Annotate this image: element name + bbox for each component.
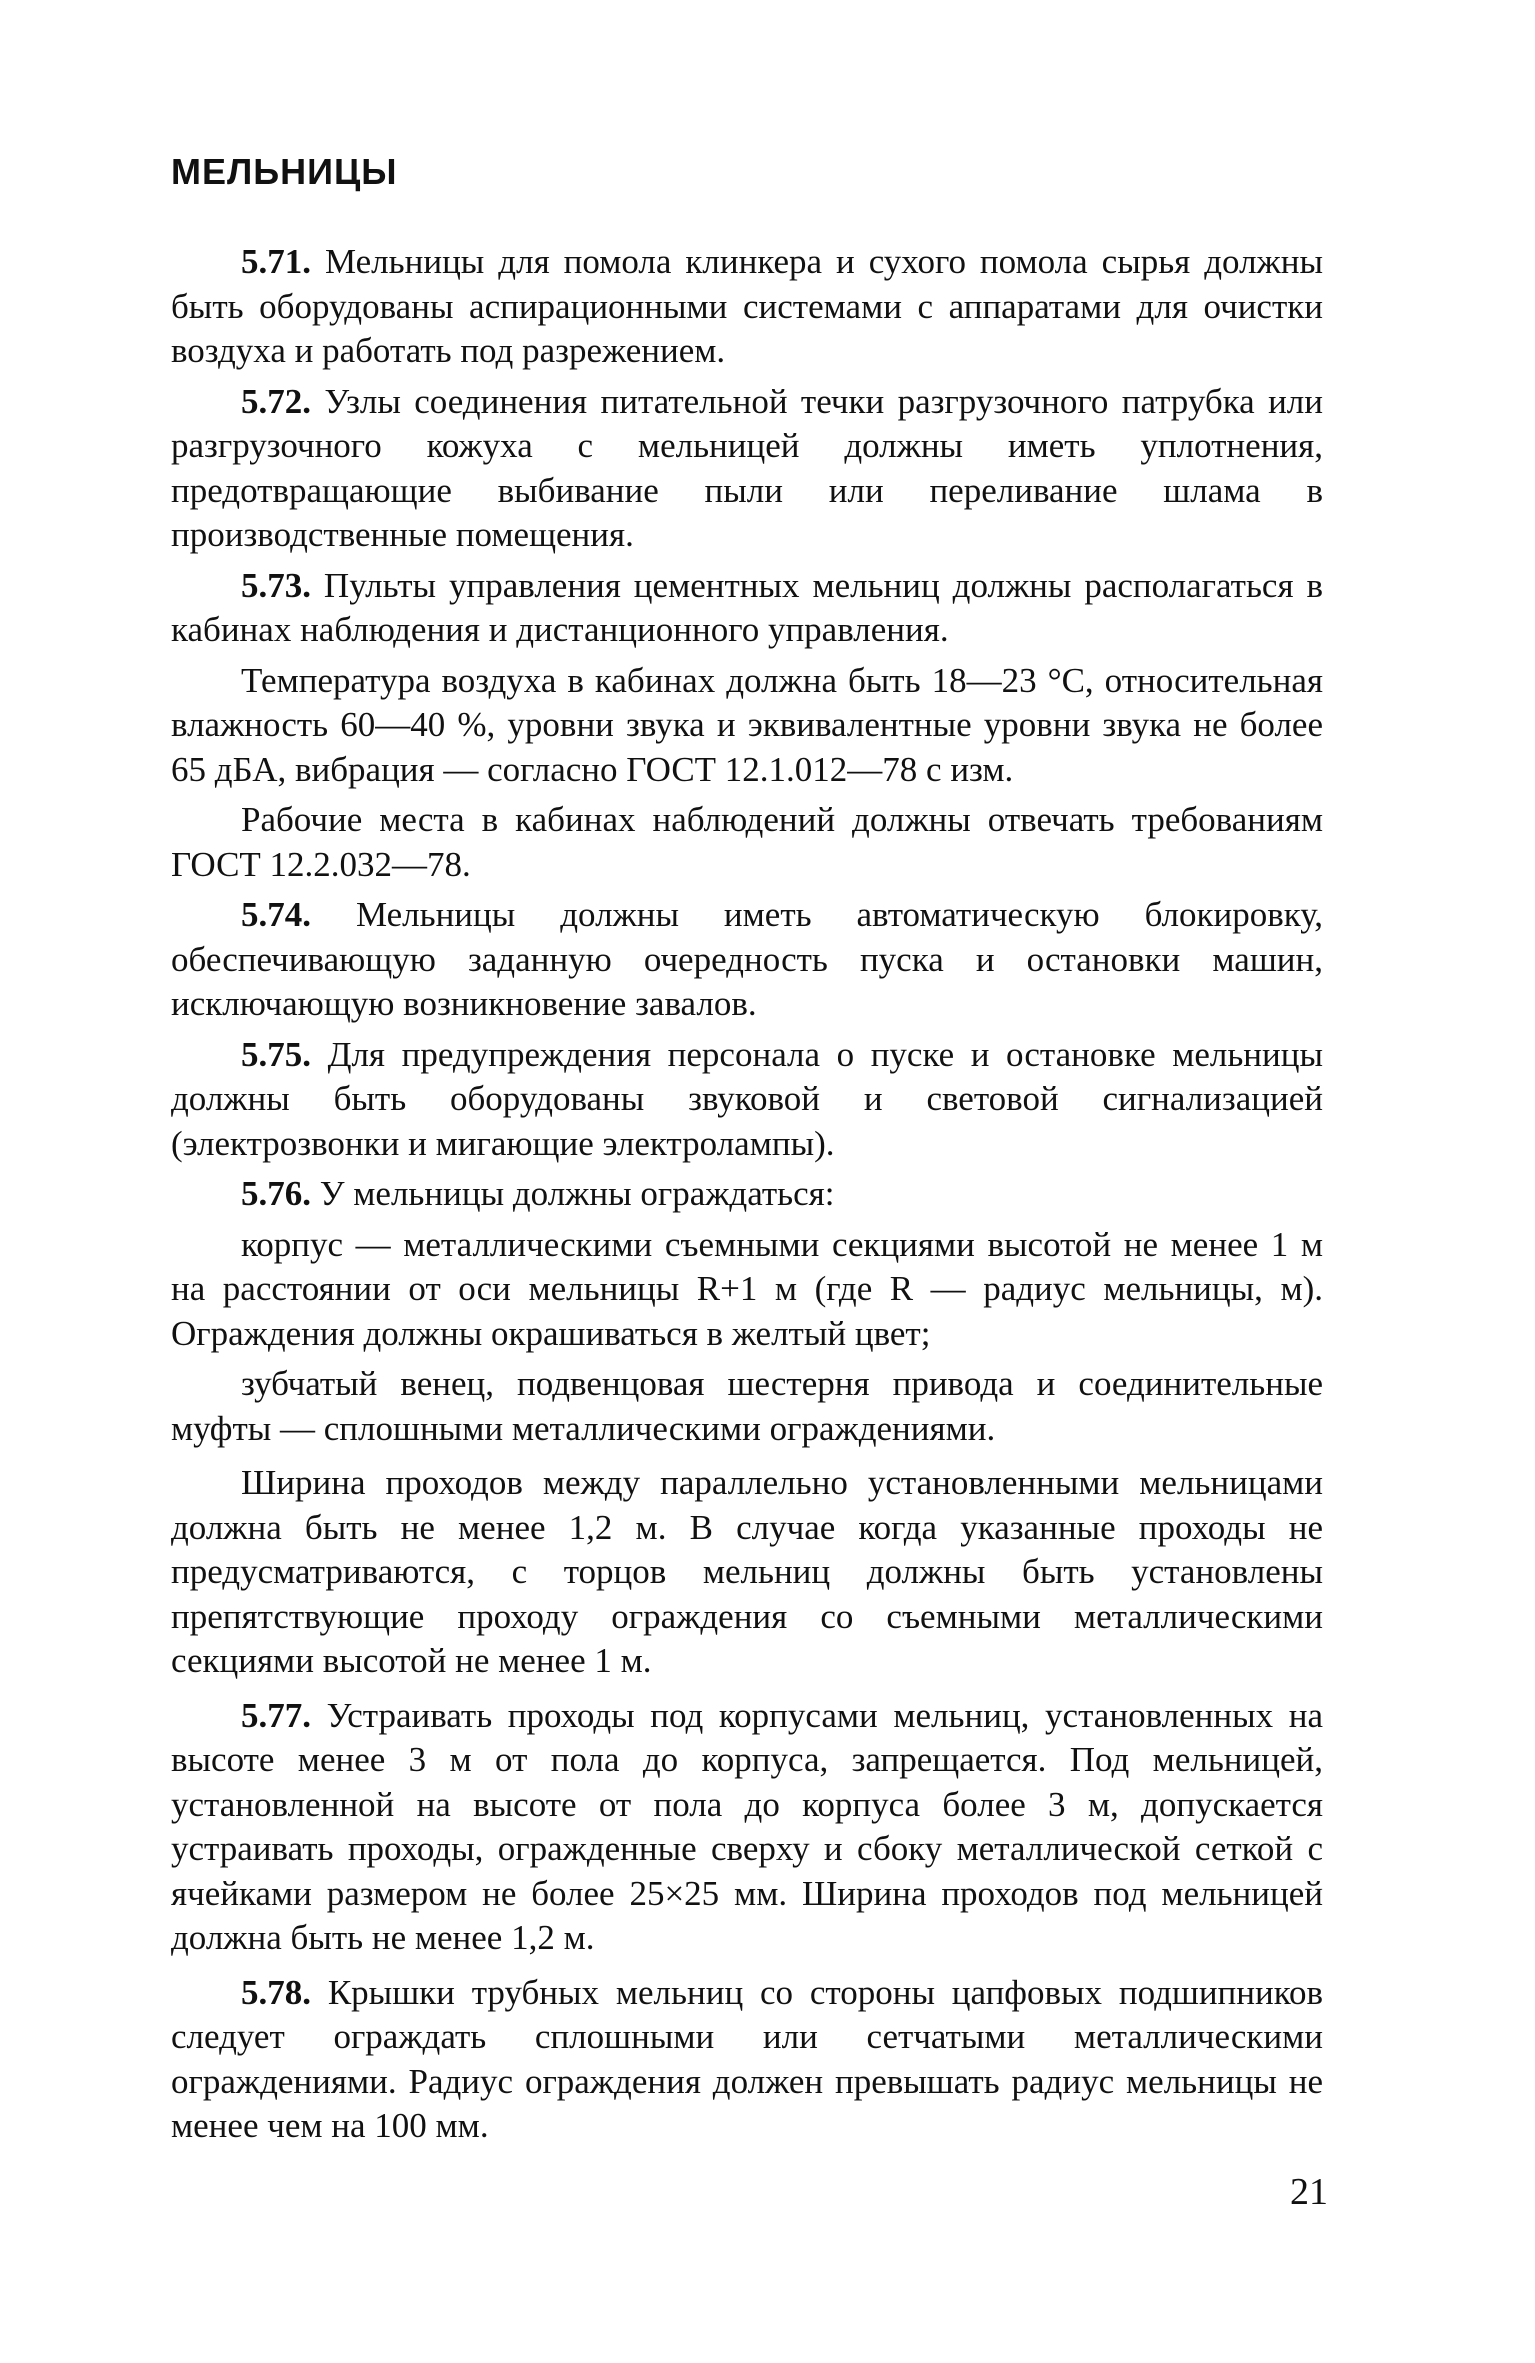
clause-number: 5.73. <box>241 565 311 605</box>
clause-number: 5.77. <box>241 1695 311 1735</box>
paragraph-text: Ширина проходов между параллельно установленными мельницами должна быть не менее 1,2 м. В случае когда указанные проходы не предусматриваются, с торцов мельниц должны быть установлены препятствующие проходу ограждения со съемными металлическими секциями высотой не менее 1 м. <box>171 1463 1323 1680</box>
paragraph-5-75 <box>171 1033 1323 1167</box>
document-page <box>171 150 1323 2155</box>
paragraph-gear-rim <box>171 1362 1323 1451</box>
paragraph-text: У мельницы должны ограждаться: <box>319 1174 835 1213</box>
paragraph-5-74 <box>171 893 1323 1027</box>
clause-number: 5.71. <box>241 242 311 281</box>
clause-number: 5.78. <box>241 1972 311 2012</box>
paragraph-text: зубчатый венец, подвенцовая шестерня привода и соединительные муфты — сплошными металлическими ограждениями. <box>171 1364 1323 1448</box>
paragraph-text: Температура воздуха в кабинах должна быть 18—23 °С, относительная влажность 60—40 %, уровни звука и эквивалентные уровни звука не более 65 дБА, вибрация — согласно ГОСТ 12.1.012—78 с изм. <box>171 660 1323 789</box>
paragraph-5-72 <box>171 380 1323 558</box>
clause-number: 5.72. <box>241 381 311 421</box>
paragraph-workplaces <box>171 798 1323 887</box>
paragraph-5-78 <box>171 1971 1323 2149</box>
paragraph-5-76 <box>171 1172 1323 1217</box>
paragraph-5-73 <box>171 564 1323 653</box>
clause-number: 5.75. <box>241 1034 311 1074</box>
section-heading: МЕЛЬНИЦЫ <box>171 151 398 192</box>
paragraph-text: Узлы соединения питательной течки разгрузочного патрубка или разгрузочного кожуха с мельницей должны иметь уплотнения, предотвращающие выбивание пыли или переливание шлама в производственные помещения. <box>171 381 1323 554</box>
paragraph-text: Для предупреждения персонала о пуске и остановке мельницы должны быть оборудованы звуковой и световой сигнализацией (электрозвонки и мигающие электролампы). <box>171 1034 1324 1163</box>
paragraph-text: корпус — металлическими съемными секциями высотой не менее 1 м на расстоянии от оси мельницы R+1 м (где R — радиус мельницы, м). Ограждения должны окрашиваться в желтый цвет; <box>171 1224 1323 1353</box>
paragraph-passage-width <box>171 1461 1323 1684</box>
page-number: 21 <box>1290 2171 1328 2213</box>
clause-number: 5.76. <box>241 1174 311 1213</box>
paragraph-text: Мельницы должны иметь автоматическую блокировку, обеспечивающую заданную очередность пуска и остановки машин, исключающую возникновение завалов. <box>171 895 1324 1023</box>
paragraph-temperature <box>171 659 1323 793</box>
paragraph-text: Мельницы для помола клинкера и сухого помола сырья должны быть оборудованы аспирационными системами с аппаратами для очистки воздуха и работать под разрежением. <box>171 242 1323 370</box>
clause-number: 5.74. <box>241 895 311 934</box>
paragraph-text: Рабочие места в кабинах наблюдений должны отвечать требованиям ГОСТ 12.2.032—78. <box>171 800 1323 884</box>
paragraph-text: Крышки трубных мельниц со стороны цапфовых подшипников следует ограждать сплошными или сетчатыми металлическими ограждениями. Радиус ограждения должен превышать радиус мельницы не менее чем на 100 мм. <box>171 1972 1324 2145</box>
paragraph-5-77 <box>171 1694 1323 1961</box>
paragraph-5-71 <box>171 240 1323 374</box>
paragraph-housing <box>171 1223 1323 1357</box>
paragraph-text: Пульты управления цементных мельниц должны располагаться в кабинах наблюдения и дистанционного управления. <box>171 565 1323 649</box>
paragraph-text: Устраивать проходы под корпусами мельниц, установленных на высоте менее 3 м от пола до корпуса, запрещается. Под мельницей, установленной на высоте от пола до корпуса более 3 м, допускается устраивать проходы, огражденные сверху и сбоку металлической сеткой с ячейками размером не более 25×25 мм. Ширина проходов под мельницей должна быть не менее 1,2 м. <box>171 1695 1323 1957</box>
